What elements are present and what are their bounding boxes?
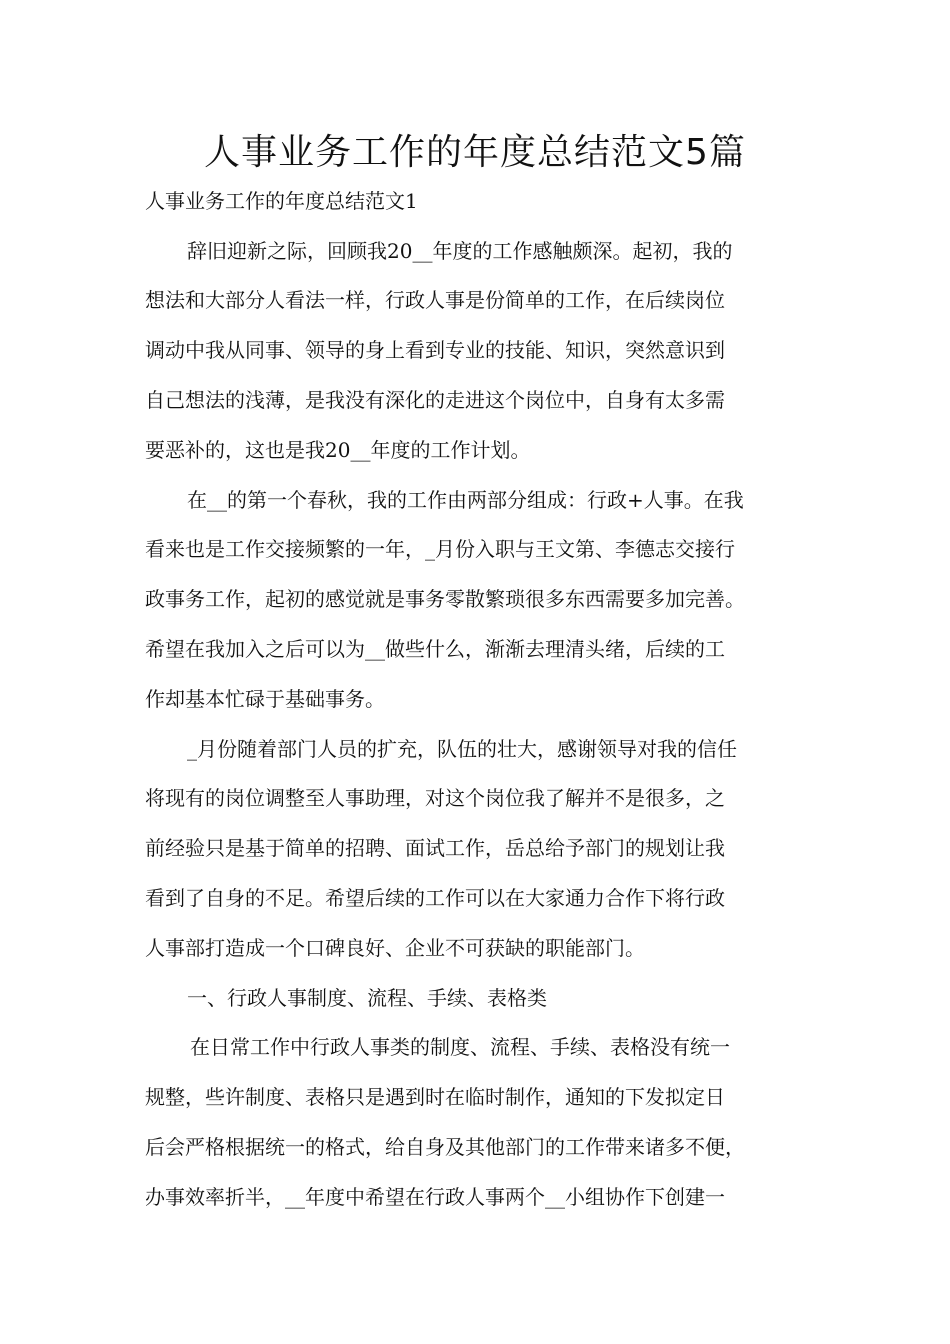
document-title: 人事业务工作的年度总结范文5篇 bbox=[204, 132, 746, 173]
paragraph-line: 想法和大部分人看法一样，行政人事是份简单的工作，在后续岗位 bbox=[145, 288, 725, 312]
paragraph-line: 将现有的岗位调整至人事助理，对这个岗位我了解并不是很多，之 bbox=[145, 786, 725, 810]
paragraph-line: 自己想法的浅薄，是我没有深化的走进这个岗位中，自身有太多需 bbox=[145, 388, 725, 412]
paragraph-line: 看到了自身的不足。希望后续的工作可以在大家通力合作下将行政 bbox=[145, 886, 725, 910]
paragraph-line: 规整，些许制度、表格只是遇到时在临时制作，通知的下发拟定日 bbox=[145, 1085, 725, 1109]
paragraph-line: 人事部打造成一个口碑良好、企业不可获缺的职能部门。 bbox=[145, 936, 645, 960]
paragraph-line: 前经验只是基于简单的招聘、面试工作，岳总给予部门的规划让我 bbox=[145, 836, 725, 860]
paragraph-line: 在日常工作中行政人事类的制度、流程、手续、表格没有统一 bbox=[190, 1035, 730, 1059]
section-heading: 一、行政人事制度、流程、手续、表格类 bbox=[187, 986, 547, 1010]
paragraph-line: 看来也是工作交接频繁的一年，_月份入职与王文第、李德志交接行 bbox=[145, 537, 735, 561]
paragraph-line: 要恶补的，这也是我20__年度的工作计划。 bbox=[145, 438, 531, 462]
paragraph-line: 希望在我加入之后可以为__做些什么，渐渐去理清头绪，后续的工 bbox=[145, 637, 725, 661]
paragraph-line: 政事务工作，起初的感觉就是事务零散繁琐很多东西需要多加完善。 bbox=[145, 587, 745, 611]
paragraph-line: 辞旧迎新之际，回顾我20__年度的工作感触颇深。起初，我的 bbox=[187, 239, 733, 263]
paragraph-line: _月份随着部门人员的扩充，队伍的壮大，感谢领导对我的信任 bbox=[187, 737, 737, 761]
paragraph-line: 后会严格根据统一的格式，给自身及其他部门的工作带来诸多不便， bbox=[145, 1135, 745, 1159]
paragraph-line: 办事效率折半，__年度中希望在行政人事两个__小组协作下创建一 bbox=[145, 1185, 725, 1209]
document-subtitle: 人事业务工作的年度总结范文1 bbox=[145, 189, 418, 213]
paragraph-line: 在__的第一个春秋，我的工作由两部分组成：行政+人事。在我 bbox=[187, 488, 744, 512]
paragraph-line: 作却基本忙碌于基础事务。 bbox=[145, 687, 385, 711]
paragraph-line: 调动中我从同事、领导的身上看到专业的技能、知识，突然意识到 bbox=[145, 338, 725, 362]
